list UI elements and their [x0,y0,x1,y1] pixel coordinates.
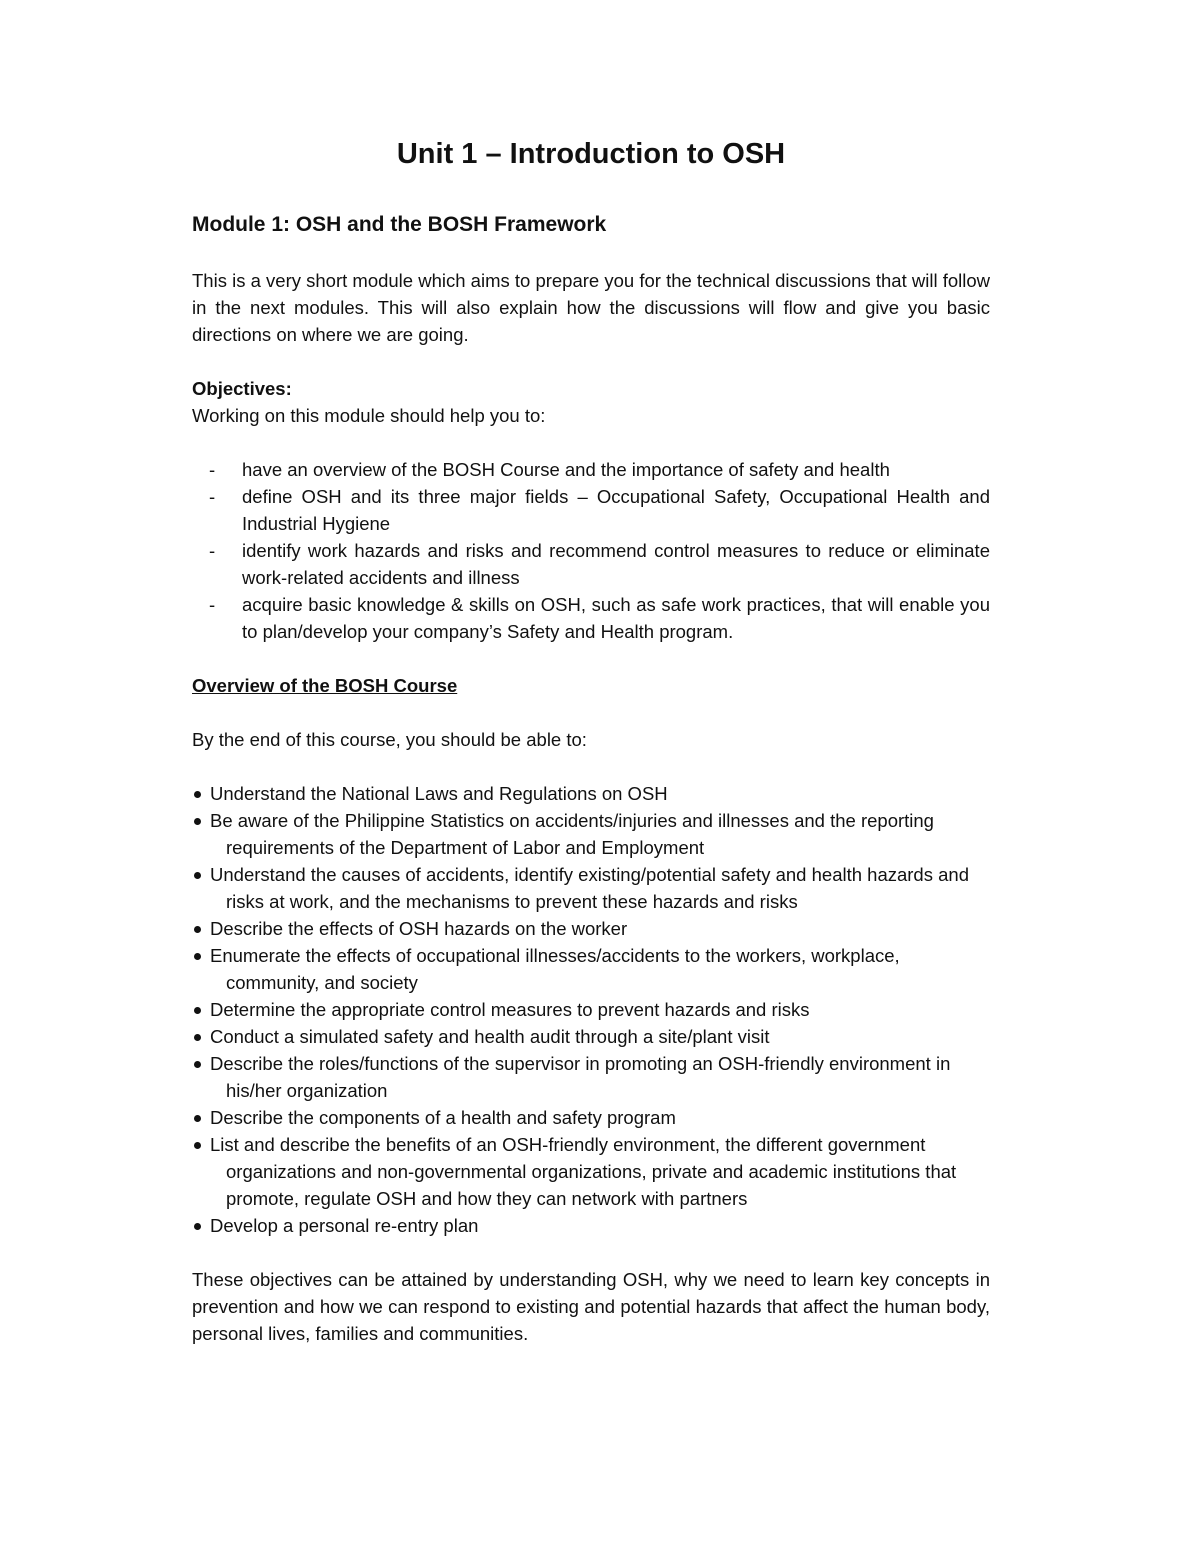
outcome-text: Determine the appropriate control measures to prevent hazards and risks [210,999,810,1020]
outcome-text: Describe the roles/functions of the supervisor in promoting an OSH-friendly environment in his/her organization [210,1053,951,1101]
bullet-dot-icon [194,818,201,825]
objectives-lead: Working on this module should help you to: [192,405,546,426]
outcome-item [192,780,990,807]
outcome-text: Understand the National Laws and Regulations on OSH [210,783,668,804]
outcome-item [192,861,990,915]
outcome-text: Enumerate the effects of occupational illnesses/accidents to the workers, workplace, community, and society [210,945,900,993]
outcome-item [192,1212,990,1239]
document-page [192,132,990,1347]
objectives-heading: Objectives: [192,378,292,399]
dash-marker: - [209,594,216,615]
unit-title: Unit 1 – Introduction to OSH [396,138,786,170]
bullet-dot-icon [194,1034,201,1041]
bullet-dot-icon [194,1007,201,1014]
bullet-dot-icon [194,926,201,933]
bullet-dot-icon [194,1223,201,1230]
objective-item [192,483,990,537]
dash-marker: - [209,459,216,480]
outcome-text: Develop a personal re-entry plan [210,1215,479,1236]
outcome-item [192,996,990,1023]
outcome-text: Understand the causes of accidents, identify existing/potential safety and health hazards and risks at work, and the mechanisms to prevent these hazards and risks [210,864,969,912]
course-outcomes-list [192,780,990,1239]
bullet-dot-icon [194,791,201,798]
outcome-text: Conduct a simulated safety and health audit through a site/plant visit [210,1026,770,1047]
bullet-dot-icon [194,1061,201,1068]
outcome-item [192,1023,990,1050]
course-lead: By the end of this course, you should be able to: [192,729,587,750]
bullet-dot-icon [194,1142,201,1149]
closing-paragraph: These objectives can be attained by understanding OSH, why we need to learn key concepts in prevention and how we can respond to existing and potential hazards that affect the human body, personal lives, families and communities. [192,1269,990,1344]
bullet-dot-icon [194,872,201,879]
outcome-text: Describe the effects of OSH hazards on the worker [210,918,628,939]
outcome-item [192,915,990,942]
intro-paragraph: This is a very short module which aims to prepare you for the technical discussions that will follow in the next modules. This will also explain how the discussions will flow and give you basic directions on where we are going. [192,270,990,345]
objective-text: identify work hazards and risks and recommend control measures to reduce or eliminate work-related accidents and illness [242,540,990,588]
objective-item [192,456,990,483]
objective-text: have an overview of the BOSH Course and the importance of safety and health [242,459,890,480]
outcome-item [192,1131,990,1212]
objective-text: define OSH and its three major fields – Occupational Safety, Occupational Health and Industrial Hygiene [242,486,990,534]
outcome-item [192,1104,990,1131]
dash-marker: - [209,540,216,561]
objective-item [192,591,990,645]
outcome-text: List and describe the benefits of an OSH-friendly environment, the different government organizations and non-governmental organizations, private and academic institutions that promote, regulate OSH and how they can network with partners [210,1134,957,1209]
overview-heading: Overview of the BOSH Course [192,675,458,696]
objective-text: acquire basic knowledge & skills on OSH, such as safe work practices, that will enable you to plan/develop your company’s Safety and Health program. [242,594,990,642]
bullet-dot-icon [194,1115,201,1122]
outcome-item [192,1050,990,1104]
outcome-text: Be aware of the Philippine Statistics on accidents/injuries and illnesses and the reporting requirements of the Department of Labor and Employment [210,810,934,858]
objective-item [192,537,990,591]
outcome-item [192,807,990,861]
outcome-text: Describe the components of a health and safety program [210,1107,676,1128]
outcome-item [192,942,990,996]
module-title: Module 1: OSH and the BOSH Framework [192,213,607,236]
objectives-list [192,456,990,645]
dash-marker: - [209,486,216,507]
bullet-dot-icon [194,953,201,960]
